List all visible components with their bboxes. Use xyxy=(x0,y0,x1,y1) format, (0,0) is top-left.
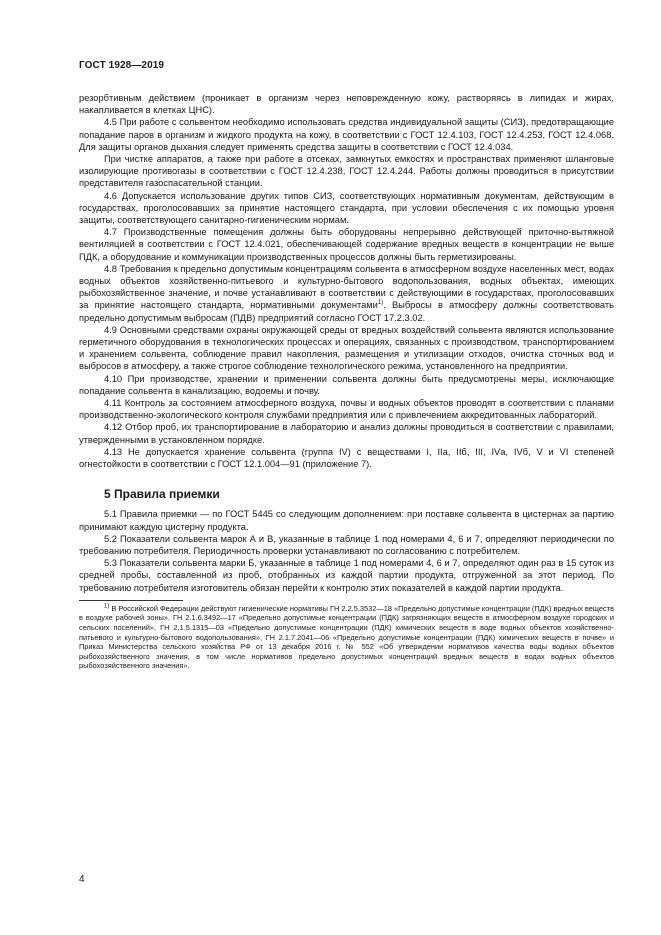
paragraph-5-3: 5.3 Показатели сольвента марки Б, указанные в таблице 1 под номерами 4, 6 и 7, определяют один раз в 15 суток из средней пробы, составленной из проб, отобранных из каждой партии продукта, отгруженной за этот период. По требованию потребителя изготовитель обязан перейти к контролю этих показателей в каждой партии продукта. xyxy=(79,558,614,593)
paragraph-4-7: 4.7 Производственные помещения должны быть оборудованы непрерывно действующей приточно-вытяжной вентиляцией в соответствии с ГОСТ 12.4.021, обеспечивающей содержание вредных веществ в концентрации не выше ПДК, а оборудование и коммуникации производственных процессов должны быть герметизированы. xyxy=(79,227,614,262)
page-number: 4 xyxy=(79,874,85,885)
paragraph-4-10: 4.10 При производстве, хранении и применении сольвента должны быть предусмотрены меры, исключающие попадание сольвента в канализацию, водоемы и почву. xyxy=(79,373,614,396)
paragraph-4-13: 4.13 Не допускается хранение сольвента (группа IV) с веществами I, IIа, IIб, III, IVа, IVб, V и VI степеней огнестойкости в соответствии с ГОСТ 12.1.004—91 (приложение 7). xyxy=(79,446,614,470)
paragraph-4-8-tail: . Выбросы в атмосферу должны соответствовать предельно допустимым выбросам (ПДВ) предприятий согласно ГОСТ 17.2.3.02. xyxy=(79,300,614,323)
paragraph: резорбтивным действием (проникает в организм через неповрежденную кожу, растворяясь в липидах и жирах, накапливается в клетках ЦНС). xyxy=(79,93,614,116)
footnote-reference[interactable]: 1) xyxy=(377,300,384,307)
paragraph-4-9: 4.9 Основными средствами охраны окружающей среды от вредных воздействий сольвента являются использование герметичного оборудования в технологических процессах и операциях, связанных с производством, транспортированием и хранением сольвента, соблюдение правил накопления, размещения и утилизации отходов, очистка сточных вод и выбросов в атмосферу, а также строгое соблюдение технологического режима, установленного на предприятии. xyxy=(79,324,614,372)
footnote-text: В Российской Федерации действуют гигиенические нормативы ГН 2.2.5.3532—18 «Предельно допустимые концентрации (ПДК) вредных веществ в воздухе рабочей зоны», ГН 2.1.6.3492—17 «Предельно допустимые концентрации (ПДК) загрязняющих веществ в атмосферном воздухе городских и сельских поселений», ГН 2.1.5.1315—03 «Предельно допустимые концентрации (ПДК) химических веществ в воде водных объектов хозяйственно-питьевого и культурно-бытового водопользования», ГН 2.1.7.2041—06 «Предельно допустимые концентрации (ПДК) химических веществ в почве» и Приказ Министерства сельского хозяйства РФ от 13 декабря 2016 г. № 552 «Об утверждении нормативов качества воды водных объектов рыбохозяйственного значения, в том числе нормативов предельно допустимых концентраций вредных веществ в водах водных объектов рыбохозяйственного значения». xyxy=(79,603,614,671)
paragraph-5-1: 5.1 Правила приемки — по ГОСТ 5445 со следующим дополнением: при поставке сольвента в цистернах за партию принимают каждую цистерну продукта. xyxy=(79,509,614,532)
footnote-divider xyxy=(79,600,183,601)
section-heading: 5 Правила приемки xyxy=(104,487,220,502)
paragraph: При чистке аппаратов, а также при работе в отсеках, замкнутых емкостях и пространствах применяют шланговые изолирующие противогазы в соответствии с ГОСТ 12.4.238, ГОСТ 12.4.244. Работы должны проводиться в присутствии представителя газоспасательной станции. xyxy=(79,154,614,189)
footnote-marker: 1) xyxy=(104,603,110,610)
paragraph-4-12: 4.12 Отбор проб, их транспортирование в лабораторию и анализ должны проводиться в соответствии с правилами, утвержденными в установленном порядке. xyxy=(79,422,614,445)
footnote xyxy=(79,604,614,671)
paragraph-5-2: 5.2 Показатели сольвента марок А и В, указанные в таблице 1 под номерами 4, 6 и 7, определяют периодически по требованию потребителя. Периодичность проверки устанавливают по согласованию с потребителем. xyxy=(79,533,614,556)
paragraph-4-8 xyxy=(79,263,614,324)
paragraph-4-5: 4.5 При работе с сольвентом необходимо использовать средства индивидуальной защиты (СИЗ), предотвращающие попадание паров в организм и жидкого продукта на кожу, в соответствии с ГОСТ 12.4.103, ГОСТ 12.4.253, ГОСТ 12.4.068. Для защиты органов дыхания следует применять средства защиты в соответствии с ГОСТ 12.4.034. xyxy=(79,117,614,152)
page-header-title: ГОСТ 1928—2019 xyxy=(79,60,165,71)
paragraph-4-8-text: 4.8 Требования к предельно допустимым концентрациям сольвента в атмосферном воздухе населенных мест, водах водных объектов хозяйственно-питьевого и культурно-бытового водопользования, водных объектах, имеющих рыбохозяйственное значение, и почве устанавливают в соответствии с действующими в государствах, проголосовавших за принятие настоящего стандарта, нормативными документами xyxy=(79,263,614,311)
paragraph-4-11: 4.11 Контроль за состоянием атмосферного воздуха, почвы и водных объектов проводят в соответствии с планами производственно-экологического контроля службами предприятия или с привлечением аккредитованных лабораторий. xyxy=(79,398,614,421)
paragraph-4-6: 4.6 Допускается использование других типов СИЗ, соответствующих нормативным документам, действующим в государствах, проголосовавших за принятие настоящего стандарта, при условии обеспечения с их помощью уровня защиты, соответствующего санитарно-гигиеническим нормам. xyxy=(79,190,614,226)
document-body xyxy=(79,92,614,671)
